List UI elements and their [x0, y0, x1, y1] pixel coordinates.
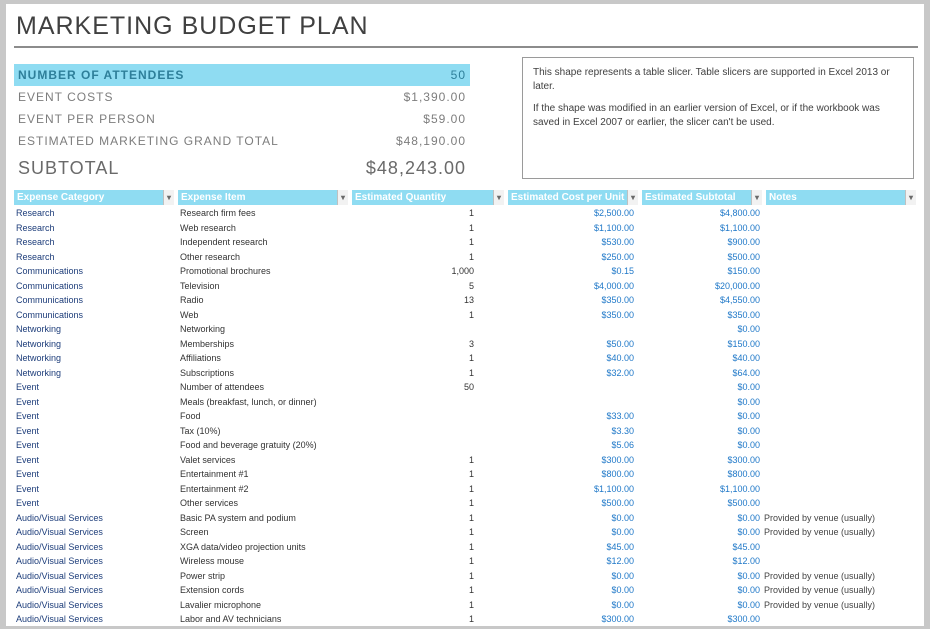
slicer-placeholder-note[interactable] — [522, 57, 914, 179]
cell-cost-per-unit[interactable]: $250.00 — [601, 251, 634, 262]
cell-expense-category[interactable]: Research — [16, 208, 55, 218]
cell-expense-item[interactable]: Independent research — [180, 237, 268, 247]
cell-expense-item[interactable]: Entertainment #2 — [180, 483, 249, 494]
table-row[interactable] — [14, 235, 916, 250]
cell-cost-per-unit[interactable]: $1,100.00 — [593, 483, 634, 494]
cell-expense-item[interactable]: Web research — [180, 222, 236, 233]
cell-subtotal[interactable]: $800.00 — [727, 469, 760, 479]
cell-estimated-quantity[interactable]: 1 — [468, 222, 474, 233]
cell-expense-category[interactable]: Audio/Visual Services — [16, 541, 103, 552]
table-row[interactable] — [14, 337, 916, 352]
cell-cost-per-unit[interactable]: $0.15 — [611, 266, 634, 276]
table-row[interactable] — [14, 540, 916, 555]
cell-estimated-quantity[interactable]: 1 — [468, 512, 474, 523]
table-row[interactable] — [14, 496, 916, 511]
cell-expense-item[interactable]: Research firm fees — [180, 208, 256, 218]
cell-cost-per-unit[interactable]: $4,000.00 — [593, 280, 634, 291]
cell-expense-category[interactable]: Networking — [16, 338, 62, 349]
cell-cost-per-unit[interactable]: $0.00 — [611, 512, 634, 523]
summary-row-label: EVENT PER PERSON — [18, 112, 156, 126]
summary-header-value[interactable]: 50 — [450, 68, 466, 82]
cell-estimated-quantity[interactable]: 1 — [468, 309, 474, 320]
cell-expense-item[interactable]: Lavalier microphone — [180, 599, 262, 610]
cell-expense-category[interactable]: Event — [16, 483, 40, 494]
table-body — [14, 206, 916, 626]
cell-subtotal[interactable]: $20,000.00 — [714, 280, 760, 291]
table-row[interactable] — [14, 206, 916, 221]
cell-expense-category[interactable]: Research — [16, 222, 55, 233]
cell-subtotal[interactable]: $150.00 — [727, 266, 760, 276]
cell-expense-category[interactable]: Event — [16, 440, 40, 450]
cell-cost-per-unit[interactable]: $0.00 — [611, 527, 634, 537]
cell-subtotal[interactable]: $4,800.00 — [719, 208, 760, 218]
cell-cost-per-unit[interactable]: $350.00 — [601, 295, 634, 305]
cell-expense-category[interactable]: Research — [16, 237, 55, 247]
cell-estimated-quantity[interactable]: 1 — [468, 599, 474, 610]
filter-dropdown-icon[interactable]: ▾ — [751, 190, 762, 205]
table-row[interactable] — [14, 293, 916, 308]
cell-cost-per-unit[interactable]: $300.00 — [601, 614, 634, 624]
column-header-label: Estimated Quantity — [355, 192, 447, 203]
table-row[interactable] — [14, 264, 916, 279]
table-row[interactable] — [14, 424, 916, 439]
summary-row-value: $48,190.00 — [395, 134, 466, 148]
cell-expense-category[interactable]: Communications — [16, 309, 84, 320]
table-row[interactable] — [14, 511, 916, 526]
cell-notes[interactable]: Provided by venue (usually) — [764, 527, 876, 537]
cell-estimated-quantity[interactable]: 1 — [468, 541, 474, 552]
slicer-note-text: If the shape was modified in an earlier version of Excel, or if the workbook was saved in Excel 2007 or earlier, the slicer can't be used. — [533, 103, 880, 128]
cell-expense-item[interactable]: Subscriptions — [180, 367, 235, 378]
table-row[interactable] — [14, 409, 916, 424]
cell-estimated-quantity[interactable]: 3 — [468, 338, 474, 349]
cell-estimated-quantity[interactable]: 50 — [463, 382, 474, 392]
cell-expense-item[interactable]: Number of attendees — [180, 382, 265, 392]
cell-expense-category[interactable]: Audio/Visual Services — [16, 599, 103, 610]
cell-subtotal[interactable]: $0.00 — [737, 512, 760, 523]
column-header-estimated-quantity[interactable] — [352, 190, 504, 205]
column-header-notes[interactable] — [766, 190, 916, 205]
cell-subtotal[interactable]: $4,550.00 — [719, 295, 760, 305]
column-header-label: Expense Category — [17, 192, 105, 203]
table-row[interactable] — [14, 598, 916, 613]
cell-expense-category[interactable]: Communications — [16, 280, 84, 291]
cell-expense-category[interactable]: Audio/Visual Services — [16, 585, 103, 595]
cell-cost-per-unit[interactable]: $0.00 — [611, 599, 634, 610]
summary-row-label: ESTIMATED MARKETING GRAND TOTAL — [18, 134, 279, 148]
cell-subtotal[interactable]: $500.00 — [727, 251, 760, 262]
spreadsheet — [6, 4, 924, 626]
cell-subtotal[interactable]: $0.00 — [737, 382, 760, 392]
cell-estimated-quantity[interactable]: 1 — [468, 237, 474, 247]
cell-estimated-quantity[interactable]: 1 — [468, 570, 474, 581]
cell-estimated-quantity[interactable]: 1 — [468, 483, 474, 494]
cell-expense-item[interactable]: Memberships — [180, 338, 235, 349]
table-row[interactable] — [14, 554, 916, 569]
cell-expense-category[interactable]: Communications — [16, 295, 84, 305]
cell-cost-per-unit[interactable]: $3.30 — [611, 425, 634, 436]
cell-subtotal[interactable]: $0.00 — [737, 425, 760, 436]
cell-cost-per-unit[interactable]: $32.00 — [606, 367, 634, 378]
cell-expense-item[interactable]: Radio — [180, 295, 204, 305]
cell-cost-per-unit[interactable]: $50.00 — [606, 338, 634, 349]
summary-total-row — [14, 152, 470, 184]
table-row[interactable] — [14, 612, 916, 626]
cell-cost-per-unit[interactable]: $300.00 — [601, 454, 634, 465]
filter-dropdown-icon[interactable]: ▾ — [627, 190, 638, 205]
cell-expense-item[interactable]: Wireless mouse — [180, 556, 245, 566]
cell-expense-category[interactable]: Event — [16, 396, 40, 407]
cell-cost-per-unit[interactable]: $0.00 — [611, 570, 634, 581]
cell-subtotal[interactable]: $500.00 — [727, 498, 760, 508]
cell-estimated-quantity[interactable]: 1 — [468, 614, 474, 624]
cell-expense-category[interactable]: Event — [16, 382, 40, 392]
table-row[interactable] — [14, 250, 916, 265]
cell-subtotal[interactable]: $1,100.00 — [719, 222, 760, 233]
cell-expense-category[interactable]: Event — [16, 425, 40, 436]
cell-cost-per-unit[interactable]: $500.00 — [601, 498, 634, 508]
summary-row-value: $1,390.00 — [403, 90, 466, 104]
cell-estimated-quantity[interactable]: 1,000 — [451, 266, 474, 276]
cell-expense-item[interactable]: Food and beverage gratuity (20%) — [180, 440, 317, 450]
cell-estimated-quantity[interactable]: 1 — [468, 208, 474, 218]
cell-subtotal[interactable]: $0.00 — [737, 324, 760, 334]
cell-cost-per-unit[interactable]: $40.00 — [606, 353, 634, 363]
cell-expense-item[interactable]: Meals (breakfast, lunch, or dinner) — [180, 396, 317, 407]
cell-notes[interactable]: Provided by venue (usually) — [764, 570, 876, 581]
cell-expense-category[interactable]: Networking — [16, 367, 62, 378]
cell-expense-category[interactable]: Communications — [16, 266, 84, 276]
table-row[interactable] — [14, 525, 916, 540]
cell-expense-category[interactable]: Event — [16, 469, 40, 479]
cell-subtotal[interactable]: $0.00 — [737, 599, 760, 610]
summary-row-label: EVENT COSTS — [18, 90, 114, 104]
cell-cost-per-unit[interactable]: $1,100.00 — [593, 222, 634, 233]
cell-subtotal[interactable]: $150.00 — [727, 338, 760, 349]
cell-subtotal[interactable]: $300.00 — [727, 454, 760, 465]
cell-notes[interactable]: Provided by venue (usually) — [764, 599, 876, 610]
cell-expense-item[interactable]: Web — [180, 309, 199, 320]
column-header-expense-item[interactable] — [178, 190, 348, 205]
cell-subtotal[interactable]: $0.00 — [737, 411, 760, 421]
cell-expense-item[interactable]: Entertainment #1 — [180, 469, 249, 479]
cell-expense-item[interactable]: Television — [180, 280, 220, 291]
summary-total-value: $48,243.00 — [365, 158, 466, 178]
cell-expense-category[interactable]: Audio/Visual Services — [16, 512, 103, 523]
column-header-label: Notes — [769, 192, 797, 203]
cell-expense-category[interactable]: Audio/Visual Services — [16, 614, 103, 624]
cell-expense-category[interactable]: Audio/Visual Services — [16, 556, 103, 566]
table-row[interactable] — [14, 482, 916, 497]
cell-cost-per-unit[interactable]: $33.00 — [606, 411, 634, 421]
cell-subtotal[interactable]: $0.00 — [737, 570, 760, 581]
table-row[interactable] — [14, 279, 916, 294]
table-row[interactable] — [14, 583, 916, 598]
cell-estimated-quantity[interactable]: 1 — [468, 585, 474, 595]
cell-cost-per-unit[interactable]: $0.00 — [611, 585, 634, 595]
cell-expense-category[interactable]: Research — [16, 251, 55, 262]
cell-expense-item[interactable]: Valet services — [180, 454, 236, 465]
cell-subtotal[interactable]: $300.00 — [727, 614, 760, 624]
cell-expense-item[interactable]: Screen — [180, 527, 209, 537]
table-row[interactable] — [14, 308, 916, 323]
summary-row — [14, 86, 470, 108]
table-row[interactable] — [14, 569, 916, 584]
cell-expense-item[interactable]: Power strip — [180, 570, 226, 581]
cell-subtotal[interactable]: $12.00 — [732, 556, 760, 566]
table-row[interactable] — [14, 467, 916, 482]
cell-notes[interactable]: Provided by venue (usually) — [764, 512, 876, 523]
cell-cost-per-unit[interactable]: $5.06 — [611, 440, 634, 450]
cell-estimated-quantity[interactable]: 5 — [468, 280, 474, 291]
table-row[interactable] — [14, 366, 916, 381]
cell-subtotal[interactable]: $64.00 — [732, 367, 760, 378]
cell-subtotal[interactable]: $0.00 — [737, 527, 760, 537]
cell-estimated-quantity[interactable]: 1 — [468, 527, 474, 537]
cell-subtotal[interactable]: $350.00 — [727, 309, 760, 320]
cell-expense-category[interactable]: Audio/Visual Services — [16, 570, 103, 581]
cell-expense-item[interactable]: Affiliations — [180, 353, 221, 363]
cell-expense-item[interactable]: Basic PA system and podium — [180, 512, 296, 523]
cell-expense-category[interactable]: Event — [16, 498, 40, 508]
filter-dropdown-icon[interactable]: ▾ — [493, 190, 504, 205]
cell-expense-item[interactable]: Labor and AV technicians — [180, 614, 282, 624]
cell-cost-per-unit[interactable]: $350.00 — [601, 309, 634, 320]
table-row[interactable] — [14, 322, 916, 337]
table-header-row — [14, 190, 916, 206]
column-header-label: Estimated Cost per Unit — [511, 192, 625, 203]
cell-expense-item[interactable]: Networking — [180, 324, 226, 334]
cell-expense-item[interactable]: Promotional brochures — [180, 266, 271, 276]
title-divider — [14, 46, 918, 48]
cell-estimated-quantity[interactable]: 1 — [468, 251, 474, 262]
cell-subtotal[interactable]: $0.00 — [737, 585, 760, 595]
cell-subtotal[interactable]: $40.00 — [732, 353, 760, 363]
summary-row — [14, 108, 470, 130]
summary-table — [14, 64, 470, 184]
cell-expense-category[interactable]: Networking — [16, 324, 62, 334]
summary-total-label: SUBTOTAL — [18, 158, 120, 178]
column-header-estimated-subtotal[interactable] — [642, 190, 762, 205]
cell-notes[interactable]: Provided by venue (usually) — [764, 585, 876, 595]
cell-expense-item[interactable]: Other services — [180, 498, 239, 508]
cell-expense-item[interactable]: Extension cords — [180, 585, 245, 595]
cell-estimated-quantity[interactable]: 1 — [468, 454, 474, 465]
column-header-expense-category[interactable] — [14, 190, 174, 205]
filter-dropdown-icon[interactable]: ▾ — [337, 190, 348, 205]
cell-subtotal[interactable]: $900.00 — [727, 237, 760, 247]
cell-cost-per-unit[interactable]: $2,500.00 — [593, 208, 634, 218]
cell-expense-category[interactable]: Event — [16, 454, 40, 465]
cell-expense-item[interactable]: Other research — [180, 251, 241, 262]
cell-estimated-quantity[interactable]: 1 — [468, 353, 474, 363]
cell-cost-per-unit[interactable]: $45.00 — [606, 541, 634, 552]
table-row[interactable] — [14, 438, 916, 453]
cell-subtotal[interactable]: $0.00 — [737, 440, 760, 450]
column-header-label: Estimated Subtotal — [645, 192, 736, 203]
cell-subtotal[interactable]: $1,100.00 — [719, 483, 760, 494]
cell-expense-item[interactable]: XGA data/video projection units — [180, 541, 306, 552]
cell-estimated-quantity[interactable]: 1 — [468, 367, 474, 378]
cell-cost-per-unit[interactable]: $12.00 — [606, 556, 634, 566]
cell-estimated-quantity[interactable]: 1 — [468, 498, 474, 508]
cell-estimated-quantity[interactable]: 1 — [468, 556, 474, 566]
table-row[interactable] — [14, 453, 916, 468]
column-header-estimated-cost-per-unit[interactable] — [508, 190, 638, 205]
summary-header-row[interactable] — [14, 64, 470, 86]
slicer-note-text: This shape represents a table slicer. Table slicers are supported in Excel 2013 or later. — [533, 67, 890, 92]
cell-expense-category[interactable]: Networking — [16, 353, 62, 363]
table-row[interactable] — [14, 221, 916, 236]
cell-expense-category[interactable]: Audio/Visual Services — [16, 527, 103, 537]
cell-estimated-quantity[interactable]: 1 — [468, 469, 474, 479]
budget-table — [14, 190, 916, 626]
cell-cost-per-unit[interactable]: $800.00 — [601, 469, 634, 479]
table-row[interactable] — [14, 380, 916, 395]
summary-header-label: NUMBER OF ATTENDEES — [18, 68, 185, 82]
page-title: MARKETING BUDGET PLAN — [16, 12, 369, 40]
cell-subtotal[interactable]: $0.00 — [737, 396, 760, 407]
cell-cost-per-unit[interactable]: $530.00 — [601, 237, 634, 247]
filter-dropdown-icon[interactable]: ▾ — [163, 190, 174, 205]
summary-row-value: $59.00 — [423, 112, 466, 126]
cell-expense-item[interactable]: Food — [180, 411, 201, 421]
cell-expense-category[interactable]: Event — [16, 411, 40, 421]
cell-estimated-quantity[interactable]: 13 — [463, 295, 474, 305]
table-row[interactable] — [14, 395, 916, 410]
filter-dropdown-icon[interactable]: ▾ — [905, 190, 916, 205]
table-row[interactable] — [14, 351, 916, 366]
summary-row — [14, 130, 470, 152]
cell-subtotal[interactable]: $45.00 — [732, 541, 760, 552]
column-header-label: Expense Item — [181, 192, 246, 203]
cell-expense-item[interactable]: Tax (10%) — [180, 425, 221, 436]
